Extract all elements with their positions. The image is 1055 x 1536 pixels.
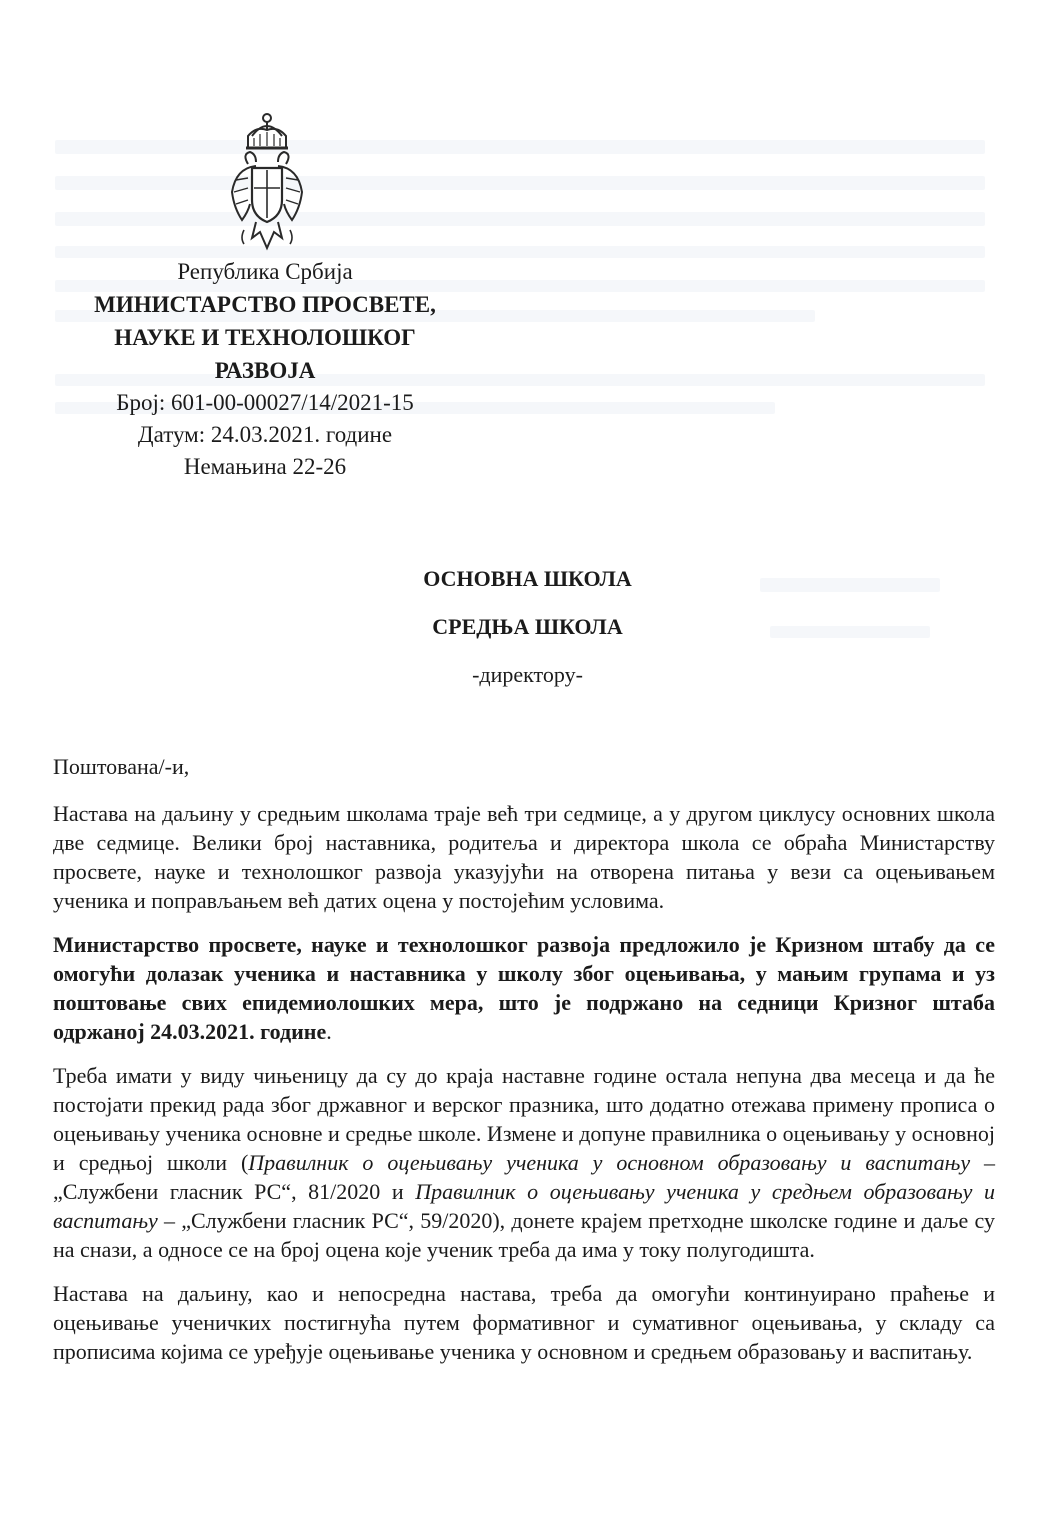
ministry-name-line3: РАЗВОЈА xyxy=(214,358,316,383)
paragraph-3-part-c: – „Службени гласник РС“, 59/2020), донете крајем претходне школске године и даље су на снази, а односе се на број оцена које ученик треба да има у току полугодишта. xyxy=(53,1208,995,1262)
paragraph-2-bold-text: Министарство просвете, науке и технолошког развоја предложило је Кризном штабу да се омогући долазак ученика и наставника у школу због оцењивања, у мањим групама и уз поштовање свих епидемиолошких мера, што је подржано на седници Кризног штаба одржаној 24.03.2021. године xyxy=(53,932,995,1044)
scan-bleed-mark xyxy=(55,212,985,226)
document-number: Број: 601-00-00027/14/2021-15 xyxy=(116,390,414,415)
paragraph-3-regulation-primary: Правилник о оцењивању ученика у основном образовању и васпитању xyxy=(248,1150,971,1175)
paragraph-2 xyxy=(53,930,995,1046)
serbian-coat-of-arms-icon xyxy=(226,108,308,256)
recipient-secondary-school: СРЕДЊА ШКОЛА xyxy=(432,614,623,639)
salutation: Поштована/-и, xyxy=(53,754,190,779)
paragraph-3-part-b: – „Службени гласник РС“, 81/2020 и xyxy=(53,1150,996,1204)
paragraph-1: Настава на даљину у средњим школама траје већ три седмице, а у другом циклусу основних школа две седмице. Велики број наставника, родитеља и директора школа се обраћа Министарству просвете, науке и технолошког развоја указујући на отворена питања у вези са оцењивањем ученика и поправљањем већ датих оцена у постојећим условима. xyxy=(53,801,995,913)
ministry-name-line1: МИНИСТАРСТВО ПРОСВЕТЕ, xyxy=(94,292,436,317)
recipient-block xyxy=(0,565,1055,689)
recipient-director: -директору- xyxy=(472,662,583,687)
paragraph-3-part-a: Треба имати у виду чињеницу да су до краја наставне године остала непуна два месеца и да ће постојати прекид рада због државног и верског празника, што додатно отежава примену прописа о оцењивању ученика основне и средње школе. Измене и допуне правилника о оцењивању у основној и средњој школи ( xyxy=(53,1063,995,1175)
paragraph-3 xyxy=(53,1061,995,1264)
recipient-primary-school: ОСНОВНА ШКОЛА xyxy=(423,566,632,591)
paragraph-3-regulation-secondary: Правилник о оцењивању ученика у средњем образовању и васпитању xyxy=(53,1179,995,1233)
ministry-header xyxy=(65,256,465,483)
ministry-address: Немањина 22-26 xyxy=(183,454,347,479)
paragraph-4: Настава на даљину, као и непосредна настава, треба да омогући континуирано праћење и оцењивање ученичких постигнућа путем формативног и сумативног оцењивања, у складу са прописима којима се уређује оцењивање ученика у основном и средњем образовању и васпитању. xyxy=(53,1281,995,1364)
paragraph-2-period: . xyxy=(326,1019,332,1044)
scan-bleed-mark xyxy=(55,176,985,190)
document-date: Датум: 24.03.2021. године xyxy=(137,422,393,447)
republic-name: Република Србија xyxy=(177,259,353,284)
letter-body xyxy=(53,752,995,1381)
ministry-name-line2: НАУКЕ И ТЕХНОЛОШКОГ xyxy=(114,325,416,350)
scan-bleed-mark xyxy=(55,140,985,154)
